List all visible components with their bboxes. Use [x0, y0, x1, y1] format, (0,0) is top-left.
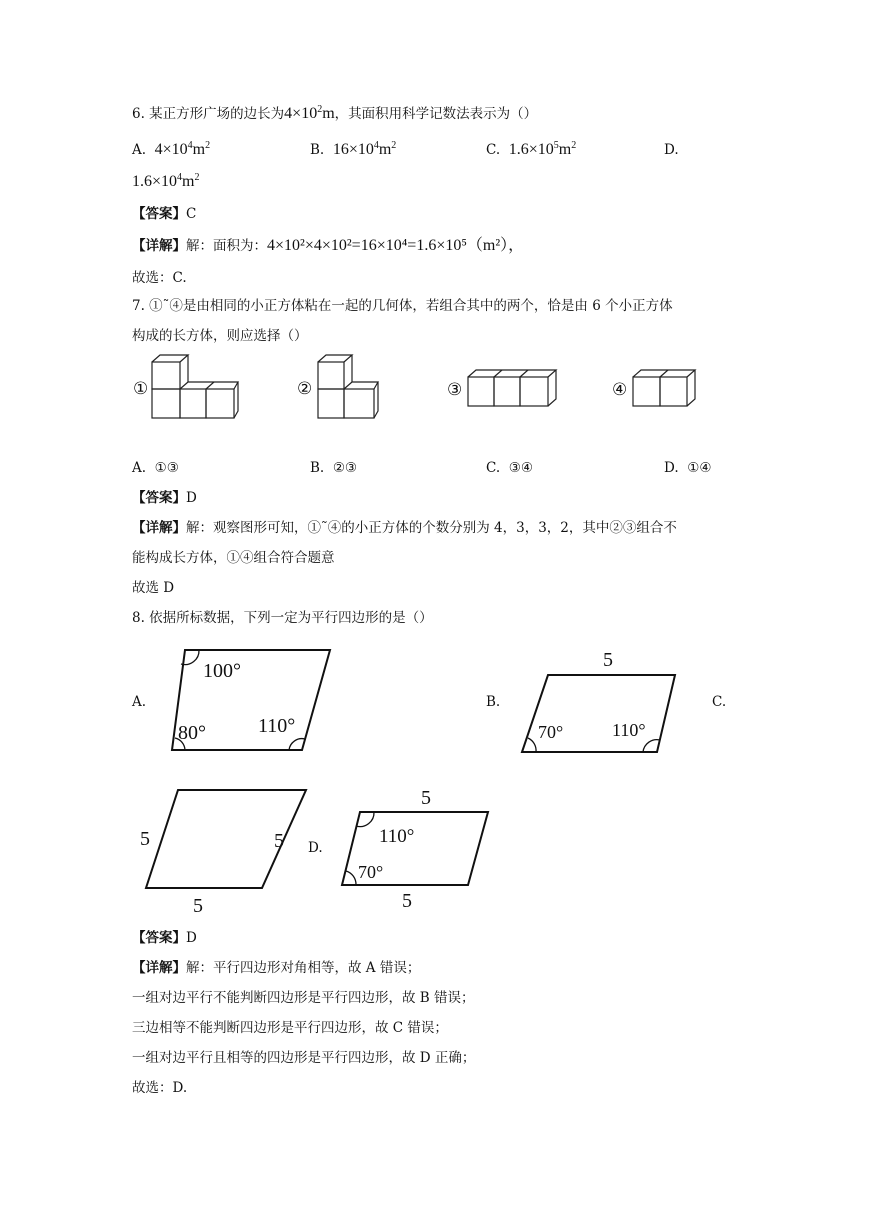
q8-option-c-label: C. — [712, 694, 727, 710]
q6-option-a: A. $4\times 10^4m^2$ — [132, 140, 211, 158]
q8-detail-line4: 一组对边平行且相等的四边形是平行四边形，故 D 正确； — [132, 1050, 476, 1066]
q7-option-b: B. ②③ — [310, 460, 358, 476]
q8-figure-b — [522, 649, 675, 752]
q7-option-d: D. ①④ — [664, 460, 712, 476]
q8-answer: 【答案】D — [132, 930, 197, 946]
q8-detail-line3: 三边相等不能判断四边形是平行四边形，故 C 错误； — [132, 1020, 448, 1036]
q8-option-d-label: D. — [308, 840, 323, 856]
q7-detail-line1: 【详解】解：观察图形可知，①˜④的小正方体的个数分别为 4，3，3，2，其中②③组合不 — [132, 520, 677, 536]
q8-conclusion: 故选：D. — [132, 1080, 188, 1096]
q7-stem-line1: 7. ①˜④是由相同的小正方体粘在一起的几何体，若组合其中的两个，恰是由 6 个小正方体 — [132, 298, 673, 314]
q8-b-angle-br: 110° — [612, 720, 646, 740]
q6-stem-expr: $4\times 10^2m$ — [284, 104, 335, 122]
q8-figure-c — [140, 790, 306, 917]
q8-option-a-label: A. — [132, 694, 147, 710]
q6-conclusion: 故选：C. — [132, 270, 187, 286]
q6-option-d-expr: $1.6\times 10^4m^2$ — [132, 172, 200, 190]
q8-c-side-right: 5 — [274, 830, 284, 852]
q7-figure-3 — [468, 370, 556, 406]
q8-figures — [0, 640, 869, 920]
q8-d-side-top: 5 — [421, 787, 431, 809]
q7-detail-line2: 能构成长方体，①④组合符合题意 — [132, 550, 335, 566]
q8-stem: 8. 依据所标数据，下列一定为平行四边形的是（） — [132, 610, 433, 626]
q7-figure-label-2: ② — [297, 379, 313, 398]
q8-detail-line1: 【详解】解：平行四边形对角相等，故 A 错误； — [132, 960, 421, 976]
q8-a-angle-top: 100° — [203, 660, 241, 682]
q7-figure-1 — [152, 355, 238, 418]
q7-figure-4 — [633, 370, 695, 406]
q6-answer: 【答案】C — [132, 206, 197, 222]
q8-b-side-top: 5 — [603, 649, 613, 671]
q7-figure-label-3: ③ — [447, 380, 463, 399]
q8-figure-d — [342, 787, 488, 912]
q7-figures — [0, 350, 869, 430]
q8-d-angle-top: 110° — [379, 826, 415, 847]
q8-a-angle-br: 110° — [258, 715, 296, 737]
q6-option-d-label: D. — [664, 142, 679, 158]
q8-c-side-bottom: 5 — [193, 895, 203, 917]
q7-option-c: C. ③④ — [486, 460, 533, 476]
q8-d-side-bottom: 5 — [402, 890, 412, 912]
q8-d-angle-bl: 70° — [358, 862, 384, 882]
q8-detail-line2: 一组对边平行不能判断四边形是平行四边形，故 B 错误； — [132, 990, 475, 1006]
q8-b-angle-bl: 70° — [538, 722, 564, 742]
q6-detail: 【详解】解：面积为：4×10²×4×10²=16×10⁴=1.6×10⁵（m²）， — [132, 237, 525, 254]
q7-figure-label-4: ④ — [612, 380, 628, 399]
q7-figure-2 — [318, 355, 378, 418]
q8-option-b-label: B. — [486, 694, 501, 710]
q7-option-a: A. ①③ — [132, 460, 179, 476]
q6-option-c: C. $1.6\times 10^5m^2$ — [486, 140, 577, 158]
q8-c-side-left: 5 — [140, 828, 150, 850]
q7-stem-line2: 构成的长方体，则应选择（） — [132, 328, 308, 344]
q7-answer: 【答案】D — [132, 490, 197, 506]
q6-stem: 6. 某正方形广场的边长为$4\times 10^2m$，其面积用科学记数法表示为（） — [132, 104, 538, 122]
q8-a-angle-bl: 80° — [178, 722, 206, 744]
q8-figure-a — [172, 650, 330, 750]
q7-figure-label-1: ① — [133, 379, 149, 398]
q7-conclusion: 故选 D — [132, 580, 175, 596]
q6-option-b: B. $16\times 10^4m^2$ — [310, 140, 397, 158]
